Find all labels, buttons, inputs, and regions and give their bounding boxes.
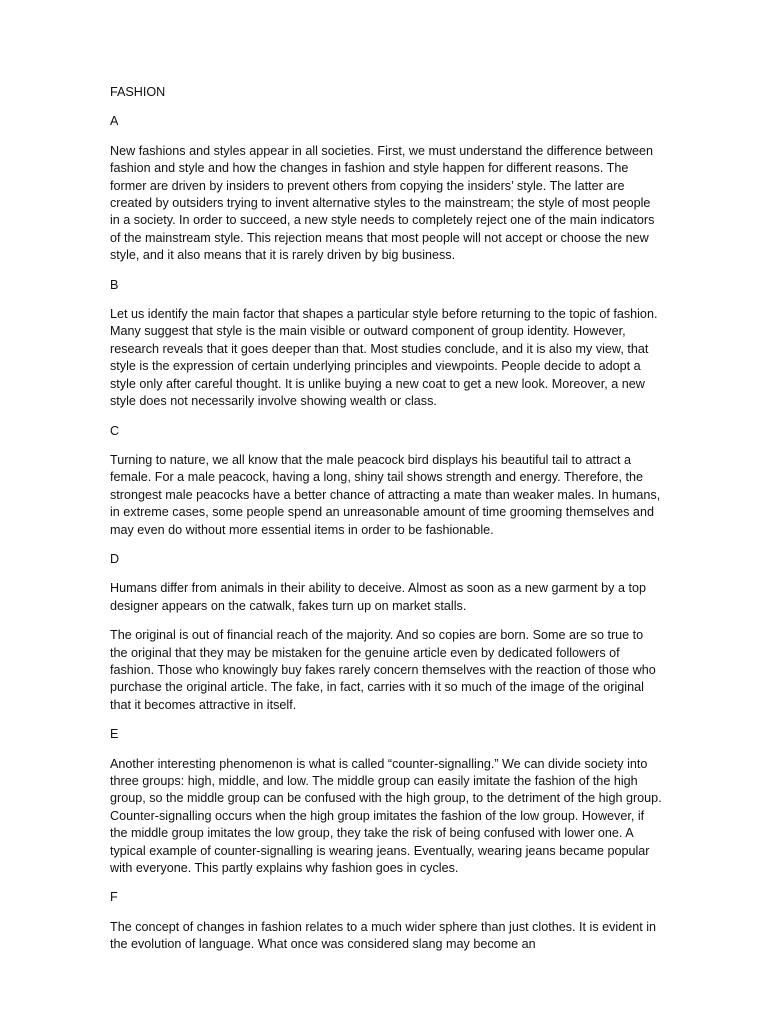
section-paragraph: The concept of changes in fashion relates to a much wider sphere than just clothes. It is evident in the evolution of language. What once was considered slang may become an — [110, 919, 657, 952]
section-paragraph: Humans differ from animals in their ability to deceive. Almost as soon as a new garment by a top designer appears on the catwalk, fakes turn up on market stalls. — [110, 581, 646, 613]
section-letter: D — [110, 551, 120, 566]
section-paragraph: Let us identify the main factor that shapes a particular style before returning to the topic of fashion. Many suggest that style is the main visible or outward component of group identity. However, research reveals that it goes deeper than that. Most studies conclude, and it is also my view, that style is the expression of certain underlying principles and viewpoints. People decide to adopt a style only after careful thought. It is unlike buying a new coat to get a new look. Moreover, a new style does not necessarily involve showing wealth or class. — [110, 307, 658, 409]
section-letter: C — [110, 423, 120, 438]
section-letter: E — [110, 727, 119, 742]
section-a — [110, 113, 662, 264]
document-title: FASHION — [110, 85, 166, 99]
section-letter: A — [110, 114, 119, 129]
section-paragraph: The original is out of financial reach of the majority. And so copies are born. Some are so true to the original that they may be mistaken for the genuine article even by dedicated followers of fashion. Those who knowingly buy fakes rarely concern themselves with the reaction of those who purchase the original article. The fake, in fact, carries with it so much of the image of the original that it becomes attractive in itself. — [110, 628, 656, 712]
section-letter: B — [110, 277, 119, 292]
document-body — [110, 84, 662, 966]
section-c — [110, 423, 662, 539]
section-b — [110, 277, 662, 411]
section-d — [110, 551, 662, 714]
section-letter: F — [110, 890, 118, 905]
section-e — [110, 726, 662, 877]
section-paragraph: Another interesting phenomenon is what is called “counter-signalling.” We can divide society into three groups: high, middle, and low. The middle group can easily imitate the fashion of the high group, so the middle group can be confused with the high group, to the detriment of the high group. Counter-signalling occurs when the high group imitates the fashion of the low group. However, if the middle group imitates the low group, they take the risk of being confused with lower one. A typical example of counter-signalling is wearing jeans. Eventually, wearing jeans became popular with everyone. This partly explains why fashion goes in cycles. — [110, 756, 662, 876]
section-paragraph: Turning to nature, we all know that the male peacock bird displays his beautiful tail to attract a female. For a male peacock, having a long, shiny tail shows strength and energy. Therefore, the strongest male peacocks have a better chance of attracting a mate than weaker males. In humans, in extreme cases, some people spend an unreasonable amount of time grooming themselves and may even do without more essential items in order to be fashionable. — [110, 452, 661, 537]
section-paragraph: New fashions and styles appear in all societies. First, we must understand the difference between fashion and style and how the changes in fashion and style happen for different reasons. The former are driven by insiders to prevent others from copying the insiders’ style. The latter are created by outsiders trying to invent alternative styles to the mainstream; the style of most people in a society. In order to succeed, a new style needs to completely reject one of the main indicators of the mainstream style. This rejection means that most people will not accept or choose the new style, and it also means that it is rarely driven by big business. — [110, 143, 655, 263]
section-f — [110, 889, 662, 953]
